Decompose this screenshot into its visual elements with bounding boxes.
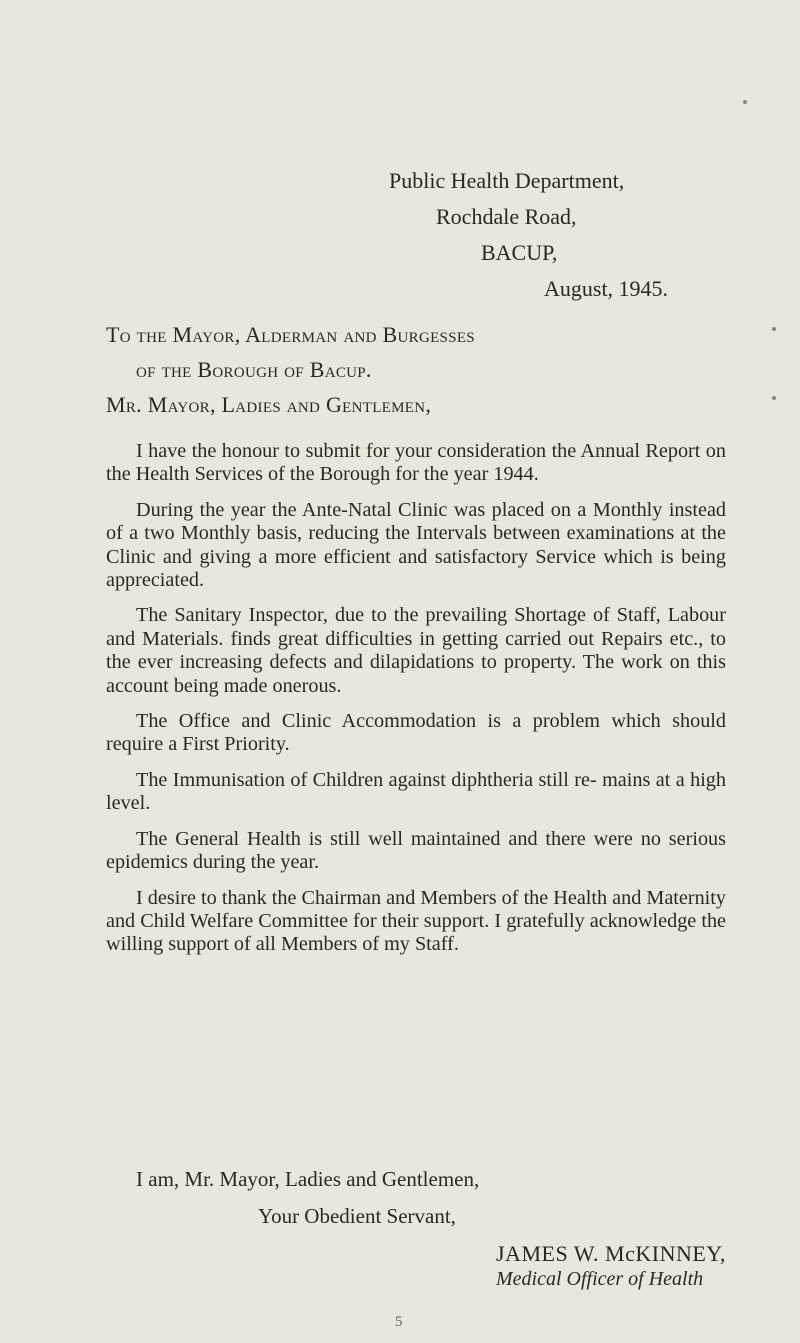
date-line: August, 1945. xyxy=(544,276,669,301)
paragraph-ante-natal: During the year the Ante-Natal Clinic was placed on a Monthly instead of a two Monthly basis, reducing the Intervals between examinations at the Clinic and giving a more efficient and satisfactory Service which is being appreciated. xyxy=(106,498,726,592)
greeting-line: Mr. Mayor, Ladies and Gentlemen, xyxy=(106,392,432,417)
signature-title: Medical Officer of Health xyxy=(496,1268,704,1290)
paper-speck xyxy=(772,396,776,400)
paper-speck xyxy=(743,100,747,104)
paragraph-immunisation: The Immunisation of Children against diphtheria still re- mains at a high level. xyxy=(106,768,726,815)
closing-line-1: I am, Mr. Mayor, Ladies and Gentlemen, xyxy=(136,1167,480,1191)
paragraph-sanitary: The Sanitary Inspector, due to the prevailing Shortage of Staff, Labour and Materials. finds great difficulties in getting carried out Repairs etc., to the ever increasing defects and dilapidations to property. The work on this account being made onerous. xyxy=(106,604,726,697)
page-number: 5 xyxy=(395,1314,403,1330)
paper-speck xyxy=(772,327,776,331)
street-line: Rochdale Road, xyxy=(436,204,577,229)
addressee-line-1: To the Mayor, Alderman and Burgesses xyxy=(106,322,475,347)
paragraph-intro: I have the honour to submit for your consideration the Annual Report on the Health Services of the Borough for the year 1944. xyxy=(106,440,726,486)
paragraph-thanks: I desire to thank the Chairman and Members of the Health and Maternity and Child Welfare Committee for their support. I gratefully acknowledge the willing support of all Members of my Staff. xyxy=(106,886,726,956)
paragraph-accommodation: The Office and Clinic Accommodation is a problem which should require a First Priority. xyxy=(106,710,726,756)
paragraph-general-health: The General Health is still well maintained and there were no serious epidemics during the year. xyxy=(106,827,726,874)
letter-body xyxy=(106,440,726,969)
closing-line-2: Your Obedient Servant, xyxy=(258,1204,456,1228)
addressee-line-2: of the Borough of Bacup. xyxy=(136,357,372,382)
town-line: BACUP, xyxy=(481,240,558,265)
signature-name: JAMES W. McKINNEY, xyxy=(496,1241,726,1266)
department-line: Public Health Department, xyxy=(389,168,625,193)
